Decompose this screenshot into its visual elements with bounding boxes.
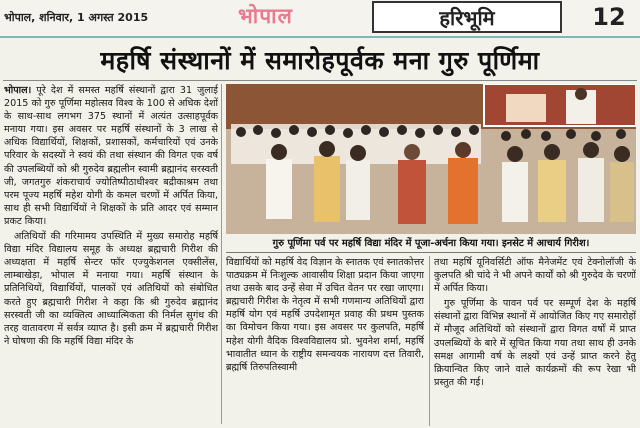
article-column-1 — [4, 84, 218, 424]
paragraph: विद्यार्थियों को महर्षि वेद विज्ञान के स्नातक एवं स्नातकोत्तर पाठ्यक्रम में निःशुल्क आवासीय शिक्षा प्रदान किया जाएगा तथा उसके बाद उन्हें सेवा में उचित वेतन पर रखा जाएगा। ब्रह्मचारी गिरीश के नेतृत्व में सभी गणमान्य अतिथियों द्वारा महर्षि योग एवं महर्षि उपदेशामृत प्रवाह की प्रथम पुस्तक का विमोचन किया गया। इस अवसर पर कुलपति, महर्षि महेश योगी वैदिक विश्वविद्यालय प्रो. भुवनेश शर्मा, महर्षि भावातीत ध्यान के राष्ट्रीय समन्वयक नारायण दत्त तिवारी, ब्रह्मर्षि तिरुपतिस्वामी — [226, 257, 424, 373]
page-number: 12 — [592, 3, 626, 31]
masthead — [0, 0, 640, 38]
caption-rule — [226, 252, 636, 253]
newspaper-brand: हरिभूमि — [372, 1, 562, 33]
dateline: भोपाल, शनिवार, 1 अगस्त 2015 — [4, 11, 149, 24]
article-headline: महर्षि संस्थानों में समारोहपूर्वक मना गुरु पूर्णिमा — [100, 46, 540, 75]
headline-rule — [3, 80, 637, 81]
paragraph — [4, 84, 218, 228]
paragraph: अतिथियों की गरिमामय उपस्थिति में मुख्य समारोह महर्षि विद्या मंदिर विद्यालय समूह के अध्यक्ष ब्रह्मचारी गिरीश की अध्यक्षता में महर्षि सेन्टर फॉर एज्युकेशनल एक्सीलेंस, लाम्बाखेड़ा, भोपाल में मनाया गया। महर्षि संस्थान के प्रतिनिधियों, विद्यार्थियों, पालकों एवं अतिथियों को संबोधित करते हुए ब्रह्मचारी गिरीश ने कहा कि श्री गुरुदेव ब्रह्मानंद सरस्वती जी का व्यक्तित्व आध्यात्मिकता की निर्मल सुगंध की तरह वातावरण में सर्वत्र व्याप्त है। इसी क्रम में ब्रह्मचारी गिरीश ने घोषणा की कि महर्षि विद्या मंदिर के — [4, 231, 218, 347]
article-column-3 — [434, 256, 636, 426]
ceremony-image — [226, 84, 636, 234]
event-photo — [226, 84, 636, 234]
paragraph: तथा महर्षि यूनिवर्सिटी ऑफ मैनेजमेंट एवं टेक्नोलॉजी के कुलपति श्री चांदे ने भी अपने कार्यों को श्री गुरुदेव के चरणों में अर्पित किया। — [434, 257, 636, 295]
column-divider — [221, 84, 222, 424]
article-column-2 — [226, 256, 424, 426]
city-name: भोपाल — [238, 4, 293, 28]
paragraph-text: पूरे देश में समस्त महर्षि संस्थानों द्वारा 31 जुलाई 2015 को गुरु पूर्णिमा महोत्सव विश्व के 100 से अधिक देशों के साथ-साथ लगभग 375 स्थानों में अत्यंत उत्साहपूर्वक मनाया गया। इस अवसर पर महर्षि संस्थानों के 3 लाख से अधिक विद्यार्थियों, शिक्षकों, प्रशासकों, कर्मचारियों एवं उनके परिवार के सदस्यों ने स्वयं की तथा संस्थान की विगत एक वर्ष की उपलब्धियों को श्री गुरुदेव ब्रह्मलीन स्वामी ब्रह्मानंद सरस्वती जी, जगतगुरु शंकराचार्य ज्योतिष्पीठाधीश्वर बद्रीकाश्रम तथा परम पूज्य महर्षि महेश योगी के कमल चरणों में अर्पित किया, साथ ही सभी विद्यार्थियों ने शिक्षकों के प्रति आदर एवं सम्मान प्रकट किया। — [4, 85, 218, 227]
paragraph: गुरु पूर्णिमा के पावन पर्व पर सम्पूर्ण देश के महर्षि संस्थानों द्वारा विभिन्न स्थानों में आयोजित किए गए समारोहों में मौजूद अतिथियों को संस्थानों द्वारा विगत वर्षों में प्राप्त उपलब्धियों के बारे में सूचित किया गया तथा साथ ही उनके समक्ष आगामी वर्ष के लक्ष्यों एवं उन्हें प्राप्त करने हेतु क्रियान्वित किए जाने वाले कार्यक्रमों की रूप रेखा भी प्रस्तुत की गई। — [434, 298, 636, 388]
dateline-lead: भोपाल। — [4, 85, 32, 96]
photo-caption: गुरु पूर्णिमा पर्व पर महर्षि विद्या मंदिर में पूजा-अर्चना किया गया। इनसेट में आचार्य गिरीश। — [272, 238, 590, 249]
column-divider — [429, 256, 430, 426]
